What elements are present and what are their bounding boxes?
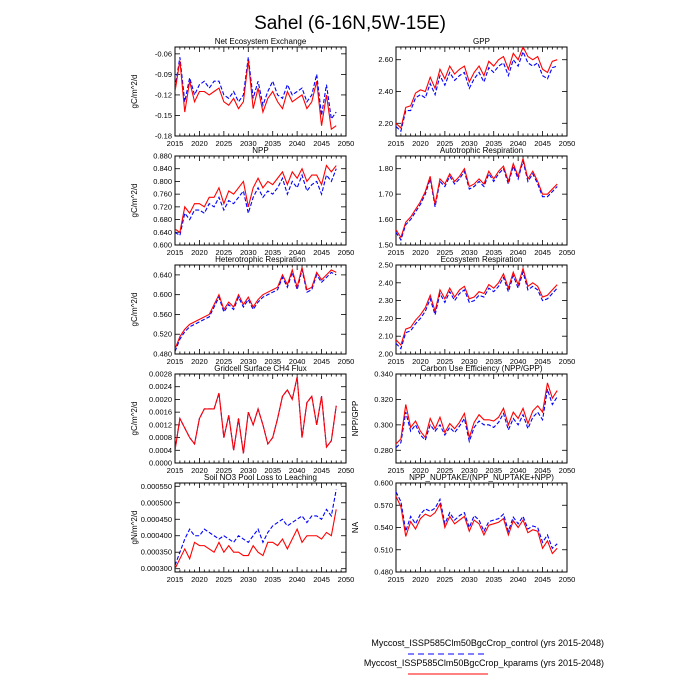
x-tick-label: 2025 bbox=[436, 248, 454, 257]
x-tick-label: 2020 bbox=[412, 466, 429, 475]
x-tick-label: 2040 bbox=[509, 357, 527, 366]
y-tick-label: 1.60 bbox=[378, 215, 393, 225]
x-tick-label: 2035 bbox=[485, 357, 503, 366]
x-tick-label: 2015 bbox=[387, 139, 405, 148]
legend-label-control: Myccost_ISSP585Clm50BgcCrop_control (yrs 2015-2048) bbox=[371, 638, 604, 648]
panel-title: Ecosystem Respiration bbox=[440, 255, 523, 264]
series-line-kparams bbox=[396, 383, 557, 444]
x-tick-label: 2015 bbox=[166, 248, 184, 257]
series-line-control bbox=[175, 270, 336, 352]
y-tick-label: 0.600 bbox=[153, 290, 172, 300]
y-axis-label: gC/m^2/d bbox=[130, 183, 139, 218]
x-tick-label: 2020 bbox=[191, 466, 208, 475]
y-tick-label: -0.18 bbox=[154, 131, 172, 141]
y-tick-label: 0.0020 bbox=[149, 394, 172, 404]
x-tick-label: 2050 bbox=[558, 466, 576, 475]
x-tick-label: 2025 bbox=[215, 357, 233, 366]
x-tick-label: 2050 bbox=[558, 357, 576, 366]
y-tick-label: 0.000550 bbox=[140, 481, 172, 491]
series-line-kparams bbox=[175, 377, 336, 453]
x-tick-label: 2030 bbox=[460, 248, 478, 257]
x-tick-label: 2035 bbox=[264, 248, 282, 257]
x-tick-label: 2045 bbox=[313, 575, 330, 584]
y-tick-label: 0.300 bbox=[374, 420, 393, 430]
x-tick-label: 2025 bbox=[215, 248, 233, 257]
panel-1 bbox=[378, 37, 575, 148]
y-tick-label: 0.000450 bbox=[140, 514, 172, 524]
y-tick-label: 0.280 bbox=[374, 445, 393, 455]
x-tick-label: 2050 bbox=[558, 139, 576, 148]
series-line-kparams bbox=[175, 509, 336, 568]
y-tick-label: 0.540 bbox=[374, 523, 393, 532]
panel-0 bbox=[130, 37, 354, 148]
x-tick-label: 2040 bbox=[509, 466, 527, 475]
panels-grid bbox=[130, 37, 575, 584]
y-tick-label: 2.20 bbox=[378, 118, 393, 128]
x-tick-label: 2015 bbox=[166, 575, 184, 584]
x-tick-label: 2040 bbox=[288, 357, 306, 366]
y-tick-label: 0.520 bbox=[153, 329, 172, 339]
x-tick-label: 2030 bbox=[239, 575, 257, 584]
y-tick-label: 0.000300 bbox=[140, 564, 172, 574]
y-tick-label: 0.000500 bbox=[140, 498, 172, 508]
y-tick-label: 2.20 bbox=[378, 313, 393, 323]
series-line-control bbox=[175, 490, 336, 566]
x-tick-label: 2040 bbox=[509, 248, 527, 257]
x-tick-label: 2025 bbox=[436, 575, 454, 584]
x-tick-label: 2040 bbox=[509, 575, 527, 584]
y-axis-label: gN/m^2/d bbox=[130, 510, 139, 545]
x-tick-label: 2035 bbox=[264, 357, 282, 366]
y-tick-label: 0.0008 bbox=[149, 433, 172, 443]
x-tick-label: 2035 bbox=[264, 139, 282, 148]
y-tick-label: 0.800 bbox=[153, 176, 172, 186]
x-tick-label: 2025 bbox=[215, 466, 233, 475]
x-tick-label: 2015 bbox=[166, 357, 184, 366]
x-tick-label: 2015 bbox=[166, 139, 184, 148]
x-tick-label: 2025 bbox=[436, 466, 454, 475]
x-tick-label: 2025 bbox=[215, 575, 233, 584]
panel-4 bbox=[130, 255, 354, 366]
x-tick-label: 2035 bbox=[485, 575, 503, 584]
x-tick-label: 2045 bbox=[313, 357, 330, 366]
y-tick-label: 1.80 bbox=[378, 164, 393, 174]
series-line-kparams bbox=[396, 269, 557, 346]
x-tick-label: 2045 bbox=[534, 575, 551, 584]
x-tick-label: 2030 bbox=[460, 575, 478, 584]
x-tick-label: 2015 bbox=[166, 466, 184, 475]
y-axis-label: gC/m^2/d bbox=[130, 74, 139, 109]
x-tick-label: 2020 bbox=[412, 139, 429, 148]
y-tick-label: 0.0024 bbox=[149, 382, 172, 392]
series-line-control bbox=[396, 52, 557, 131]
x-tick-label: 2035 bbox=[485, 466, 503, 475]
y-tick-label: 0.640 bbox=[153, 227, 172, 237]
figure-title: Sahel (6-16N,5W-15E) bbox=[254, 13, 446, 34]
panel-title: Carbon Use Efficiency (NPP/GPP) bbox=[420, 364, 543, 373]
plot-frame bbox=[396, 265, 567, 354]
x-tick-label: 2045 bbox=[534, 139, 551, 148]
plot-frame bbox=[396, 47, 567, 136]
y-tick-label: -0.12 bbox=[154, 90, 172, 100]
x-tick-label: 2045 bbox=[534, 466, 551, 475]
x-tick-label: 2020 bbox=[412, 357, 429, 366]
x-tick-label: 2040 bbox=[509, 139, 527, 148]
panel-9 bbox=[351, 473, 575, 584]
x-tick-label: 2045 bbox=[313, 139, 330, 148]
y-tick-label: 0.510 bbox=[374, 545, 393, 555]
series-line-kparams bbox=[396, 159, 557, 238]
x-tick-label: 2040 bbox=[288, 248, 306, 257]
y-tick-label: -0.15 bbox=[154, 110, 172, 120]
x-tick-label: 2030 bbox=[239, 466, 257, 475]
panel-title: Heterotrophic Respiration bbox=[215, 255, 306, 264]
x-tick-label: 2045 bbox=[313, 248, 330, 257]
x-tick-label: 2020 bbox=[191, 575, 208, 584]
y-tick-label: 0.480 bbox=[153, 349, 172, 359]
y-tick-label: 0.880 bbox=[153, 151, 172, 161]
panel-8 bbox=[130, 473, 354, 584]
y-tick-label: 1.50 bbox=[378, 240, 393, 250]
plot-frame bbox=[175, 156, 346, 245]
x-tick-label: 2030 bbox=[239, 357, 257, 366]
y-tick-label: 1.70 bbox=[378, 189, 393, 199]
x-tick-label: 2030 bbox=[239, 248, 257, 257]
y-tick-label: 2.40 bbox=[378, 278, 393, 288]
panel-5 bbox=[378, 255, 575, 366]
x-tick-label: 2025 bbox=[436, 357, 454, 366]
y-tick-label: 0.560 bbox=[153, 309, 172, 319]
x-tick-label: 2020 bbox=[191, 139, 208, 148]
x-tick-label: 2030 bbox=[460, 357, 478, 366]
y-tick-label: 2.00 bbox=[378, 349, 393, 359]
y-tick-label: 0.000400 bbox=[140, 531, 172, 541]
y-tick-label: 0.0028 bbox=[149, 369, 172, 379]
y-tick-label: 0.600 bbox=[153, 240, 172, 250]
y-tick-label: 0.720 bbox=[153, 202, 172, 212]
x-tick-label: 2035 bbox=[485, 248, 503, 257]
x-tick-label: 2025 bbox=[436, 139, 454, 148]
y-tick-label: -0.09 bbox=[154, 69, 172, 79]
y-tick-label: 0.600 bbox=[374, 478, 393, 488]
panel-title: NPP bbox=[252, 146, 269, 155]
y-tick-label: 0.0012 bbox=[149, 420, 172, 430]
x-tick-label: 2015 bbox=[387, 357, 405, 366]
y-axis-label: gC/m^2/d bbox=[130, 292, 139, 327]
x-tick-label: 2020 bbox=[412, 248, 429, 257]
panel-title: NPP_NUPTAKE/(NPP_NUPTAKE+NPP) bbox=[409, 473, 554, 482]
y-tick-label: 0.640 bbox=[153, 270, 172, 280]
x-tick-label: 2040 bbox=[288, 139, 306, 148]
x-tick-label: 2045 bbox=[313, 466, 330, 475]
x-tick-label: 2050 bbox=[337, 357, 355, 366]
panel-title: GPP bbox=[473, 37, 490, 46]
series-line-control bbox=[175, 169, 336, 236]
x-tick-label: 2030 bbox=[460, 466, 478, 475]
y-tick-label: 0.000350 bbox=[140, 547, 172, 557]
x-tick-label: 2050 bbox=[337, 466, 355, 475]
y-tick-label: 0.480 bbox=[374, 567, 393, 577]
y-tick-label: 0.840 bbox=[153, 164, 172, 174]
series-line-kparams bbox=[396, 496, 557, 553]
y-tick-label: 0.340 bbox=[374, 369, 393, 379]
x-tick-label: 2030 bbox=[239, 139, 257, 148]
plot-frame bbox=[175, 483, 346, 572]
y-tick-label: 2.60 bbox=[378, 55, 393, 65]
panel-2 bbox=[130, 146, 354, 257]
x-tick-label: 2020 bbox=[412, 575, 429, 584]
x-tick-label: 2015 bbox=[387, 466, 405, 475]
x-tick-label: 2045 bbox=[534, 248, 551, 257]
x-tick-label: 2025 bbox=[215, 139, 233, 148]
y-tick-label: 2.10 bbox=[378, 331, 393, 341]
x-tick-label: 2050 bbox=[337, 575, 355, 584]
x-tick-label: 2040 bbox=[288, 575, 306, 584]
series-line-kparams bbox=[175, 166, 336, 233]
y-tick-label: 0.760 bbox=[153, 189, 172, 199]
x-tick-label: 2035 bbox=[485, 139, 503, 148]
y-tick-label: 0.680 bbox=[153, 215, 172, 225]
panel-6 bbox=[130, 364, 354, 475]
y-tick-label: -0.06 bbox=[154, 49, 172, 59]
legend-label-kparams: Myccost_ISSP585Clm50BgcCrop_kparams (yrs 2015-2048) bbox=[363, 658, 604, 668]
panel-title: Autotrophic Respiration bbox=[439, 146, 524, 155]
y-tick-label: 0.320 bbox=[374, 394, 393, 404]
legend bbox=[364, 638, 604, 674]
x-tick-label: 2050 bbox=[337, 139, 355, 148]
y-axis-label: NA bbox=[351, 521, 360, 534]
x-tick-label: 2050 bbox=[337, 248, 355, 257]
x-tick-label: 2050 bbox=[558, 248, 576, 257]
panel-title: Gridcell Surface CH4 Flux bbox=[214, 364, 307, 373]
series-line-control bbox=[175, 57, 336, 119]
y-tick-label: 0.0000 bbox=[149, 458, 172, 468]
x-tick-label: 2045 bbox=[534, 357, 551, 366]
y-tick-label: 2.40 bbox=[378, 87, 393, 96]
x-tick-label: 2015 bbox=[387, 575, 405, 584]
y-tick-label: 0.0016 bbox=[149, 407, 172, 417]
x-tick-label: 2035 bbox=[264, 575, 282, 584]
x-tick-label: 2040 bbox=[288, 466, 306, 475]
y-axis-label: gC/m^2/d bbox=[130, 401, 139, 436]
y-axis-label: NPP/GPP bbox=[351, 400, 360, 437]
x-tick-label: 2030 bbox=[460, 139, 478, 148]
y-tick-label: 0.570 bbox=[374, 500, 393, 510]
y-tick-label: 2.30 bbox=[378, 296, 393, 306]
panel-title: Net Ecosystem Exchange bbox=[214, 37, 307, 46]
y-tick-label: 2.50 bbox=[378, 260, 393, 270]
panel-3 bbox=[378, 146, 575, 257]
x-tick-label: 2020 bbox=[191, 248, 208, 257]
series-line-kparams bbox=[396, 47, 557, 128]
x-tick-label: 2050 bbox=[558, 575, 576, 584]
y-tick-label: 0.0004 bbox=[149, 445, 172, 455]
plot-frame bbox=[396, 483, 567, 572]
panel-7 bbox=[351, 364, 575, 475]
x-tick-label: 2020 bbox=[191, 357, 208, 366]
series-line-kparams bbox=[175, 267, 336, 349]
x-tick-label: 2015 bbox=[387, 248, 405, 257]
x-tick-label: 2035 bbox=[264, 466, 282, 475]
panel-title: Soil NO3 Pool Loss to Leaching bbox=[204, 473, 317, 482]
